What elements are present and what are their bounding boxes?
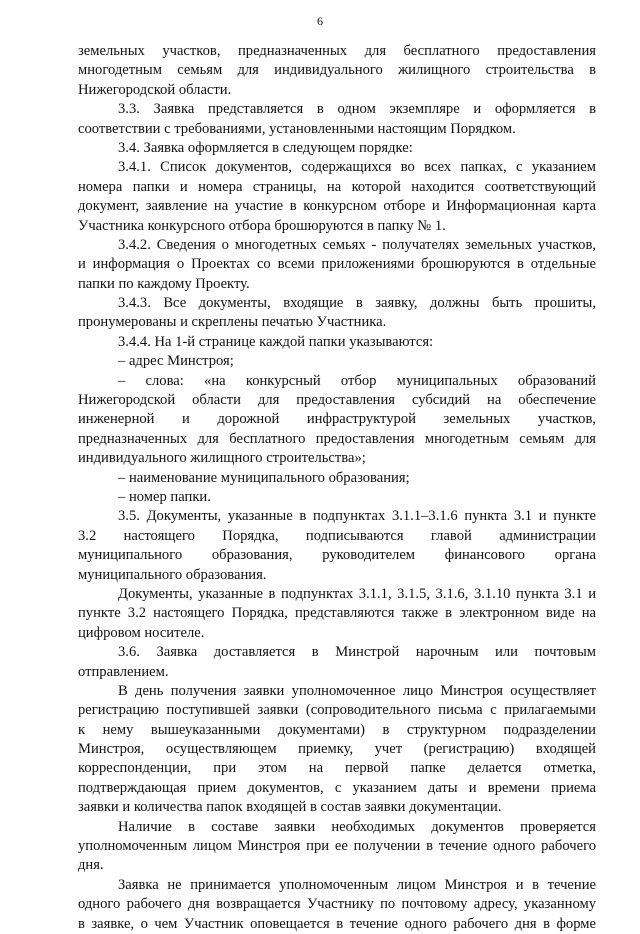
page-number: 6 — [317, 14, 323, 28]
text-line: 3.4.3. Все документы, входящие в заявку, должны быть прошиты, — [118, 295, 596, 312]
text-line: к нему вышеуказанными документами) в структурном подразделении — [78, 721, 596, 738]
text-line: одного рабочего дня возвращается Участнику по почтовому адресу, указанному — [78, 896, 596, 913]
text-line: уполномоченным лицом Минстроя при ее получении в течение одного рабочего — [78, 838, 596, 855]
text-line: многодетным семьям для индивидуального жилищного строительства в — [78, 62, 596, 79]
text-line: в заявке, о чем Участник оповещается в течение одного рабочего дня в форме — [78, 915, 596, 932]
text-line: корреспонденции, при этом на первой папке делается отметка, — [78, 760, 596, 777]
text-line: – наименование муниципального образования; — [118, 469, 410, 486]
text-line: пронумерованы и скреплены печатью Участника. — [78, 314, 387, 331]
text-line: Нижегородской области. — [78, 81, 232, 98]
text-line: заявки и количества папок входящей в состав заявки документации. — [78, 799, 502, 816]
text-line: 3.4.2. Сведения о многодетных семьях - получателях земельных участков, — [118, 236, 596, 253]
text-line: отправлением. — [78, 663, 169, 680]
text-line: 3.4. Заявка оформляется в следующем порядке: — [118, 139, 413, 156]
text-line: соответствии с требованиями, установленными настоящим Порядком. — [78, 120, 516, 137]
text-line: – номер папки. — [118, 488, 211, 505]
text-line: земельных участков, предназначенных для бесплатного предоставления — [78, 43, 596, 59]
text-line: 3.5. Документы, указанные в подпунктах 3.1.1–3.1.6 пункта 3.1 и пункте — [118, 508, 596, 525]
text-line: номера папки и номера страницы, на которой находится соответствующий — [78, 178, 596, 195]
text-line: подтверждающая прием документов, с указанием даты и времени приема — [78, 779, 596, 796]
text-line: 3.4.4. На 1-й странице каждой папки указываются: — [118, 333, 434, 350]
text-line: 3.6. Заявка доставляется в Минстрой нарочным или почтовым — [118, 644, 596, 661]
text-line: регистрацию поступившей заявки (сопроводительного письма с прилагаемыми — [78, 702, 596, 719]
text-line: Заявка не принимается уполномоченным лицом Минстроя и в течение — [118, 876, 596, 893]
text-line: пункте 3.2 настоящего Порядка, представляются также в электронном виде на — [78, 605, 596, 622]
text-line: 3.4.1. Список документов, содержащихся во всех папках, с указанием — [118, 159, 596, 176]
text-line: Наличие в составе заявки необходимых документов проверяется — [118, 818, 596, 835]
text-line: Минстроя, осуществляющем приемку, учет (регистрацию) входящей — [78, 741, 596, 758]
text-line: муниципального образования, руководителем финансового органа — [78, 547, 596, 564]
text-line: папки по каждому Проекту. — [78, 275, 250, 292]
text-line: 3.3. Заявка представляется в одном экземпляре и оформляется в — [118, 101, 596, 118]
text-line: индивидуального жилищного строительства»; — [78, 450, 366, 467]
text-line: Нижегородской области для предоставления субсидий на обеспечение — [78, 392, 596, 409]
text-line: – слова: «на конкурсный отбор муниципальных образований — [118, 372, 596, 389]
text-line: и информация о Проектах со всеми приложениями брошюруются в отдельные — [78, 256, 596, 273]
document-body — [78, 42, 596, 934]
text-line: 3.2 настоящего Порядка, подписываются главой администрации — [78, 527, 596, 544]
text-line: муниципального образования. — [78, 566, 267, 583]
text-line: дня. — [78, 857, 104, 874]
text-line: документ, заявление на участие в конкурсном отборе и Информационная карта — [78, 198, 596, 215]
text-line: цифровом носителе. — [78, 624, 205, 641]
text-line: – адрес Минстроя; — [118, 353, 234, 370]
text-line: В день получения заявки уполномоченное лицо Минстроя осуществляет — [118, 682, 596, 699]
text-line: Участника конкурсного отбора брошюруются в папку № 1. — [78, 217, 446, 234]
text-line: инженерной и дорожной инфраструктурой земельных участков, — [78, 411, 596, 428]
text-line: Документы, указанные в подпунктах 3.1.1, 3.1.5, 3.1.6, 3.1.10 пункта 3.1 и — [118, 585, 596, 602]
text-line: предназначенных для бесплатного предоставления многодетным семьям для — [78, 430, 596, 447]
